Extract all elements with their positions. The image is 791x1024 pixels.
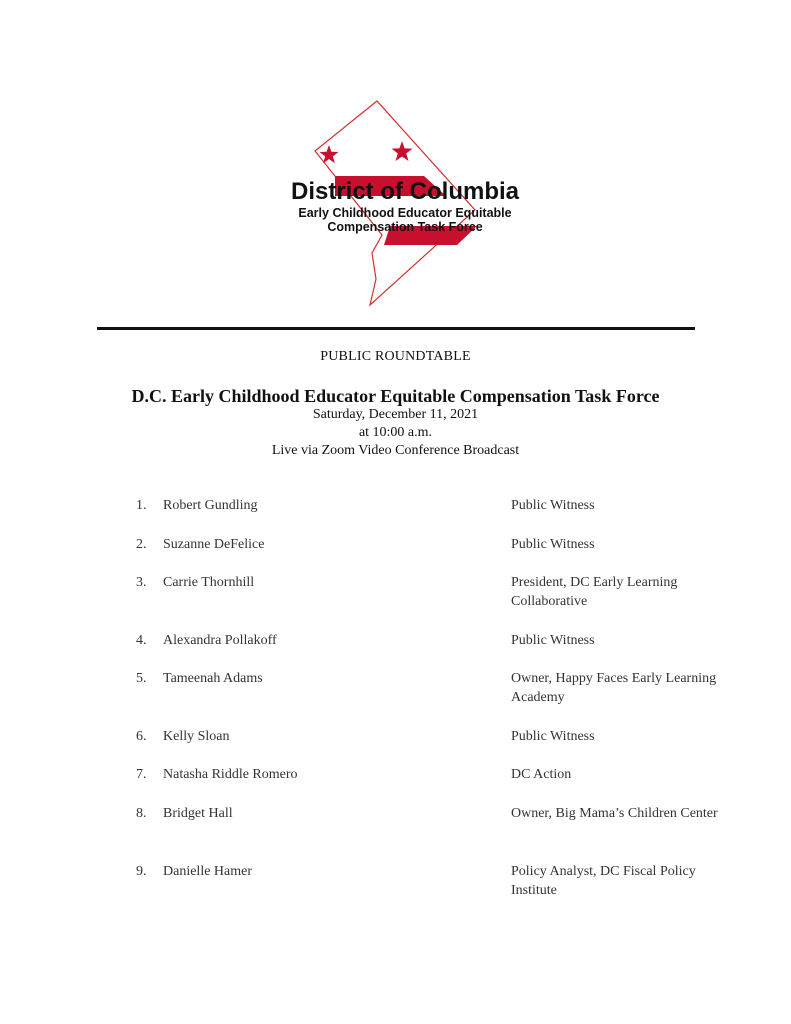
witness-affiliation: President, DC Early Learning Collaborative — [511, 575, 678, 609]
witness-number: 4. — [136, 633, 147, 648]
logo-subtitle-line1: Early Childhood Educator Equitable — [298, 206, 512, 220]
witness-number: 7. — [136, 767, 147, 782]
witness-number: 3. — [136, 575, 147, 590]
witness-name: Danielle Hamer — [163, 864, 253, 879]
horizontal-rule — [97, 327, 695, 330]
document-title: D.C. Early Childhood Educator Equitable Compensation Task Force — [131, 386, 660, 406]
event-time: at 10:00 a.m. — [358, 425, 433, 440]
witness-affiliation: DC Action — [511, 767, 572, 782]
witness-affiliation: Policy Analyst, DC Fiscal Policy Institute — [511, 864, 696, 898]
witness-name: Suzanne DeFelice — [163, 537, 265, 552]
dc-logo — [260, 98, 550, 310]
event-venue: Live via Zoom Video Conference Broadcast — [271, 443, 520, 458]
witness-number: 6. — [136, 729, 147, 744]
witness-number: 9. — [136, 864, 147, 879]
witness-name: Bridget Hall — [163, 806, 233, 821]
witness-number: 2. — [136, 537, 147, 552]
witness-affiliation: Owner, Happy Faces Early Learning Academy — [511, 671, 717, 705]
witness-name: Alexandra Pollakoff — [163, 633, 277, 648]
witness-number: 8. — [136, 806, 147, 821]
logo-title: District of Columbia — [290, 178, 519, 205]
logo-subtitle-line2: Compensation Task Force — [327, 220, 483, 234]
witness-affiliation: Public Witness — [511, 633, 595, 648]
document-kicker: PUBLIC ROUNDTABLE — [320, 349, 471, 364]
witness-number: 1. — [136, 498, 147, 513]
witness-name: Tameenah Adams — [163, 671, 263, 686]
witness-number: 5. — [136, 671, 147, 686]
witness-affiliation: Public Witness — [511, 729, 595, 744]
witness-affiliation: Public Witness — [511, 537, 595, 552]
witness-affiliation: Public Witness — [511, 498, 595, 513]
event-date: Saturday, December 11, 2021 — [312, 407, 479, 422]
witness-name: Carrie Thornhill — [163, 575, 255, 590]
witness-name: Robert Gundling — [163, 498, 258, 513]
witness-name: Kelly Sloan — [163, 729, 230, 744]
witness-affiliation: Owner, Big Mama’s Children Center — [511, 806, 718, 821]
witness-name: Natasha Riddle Romero — [163, 767, 298, 782]
